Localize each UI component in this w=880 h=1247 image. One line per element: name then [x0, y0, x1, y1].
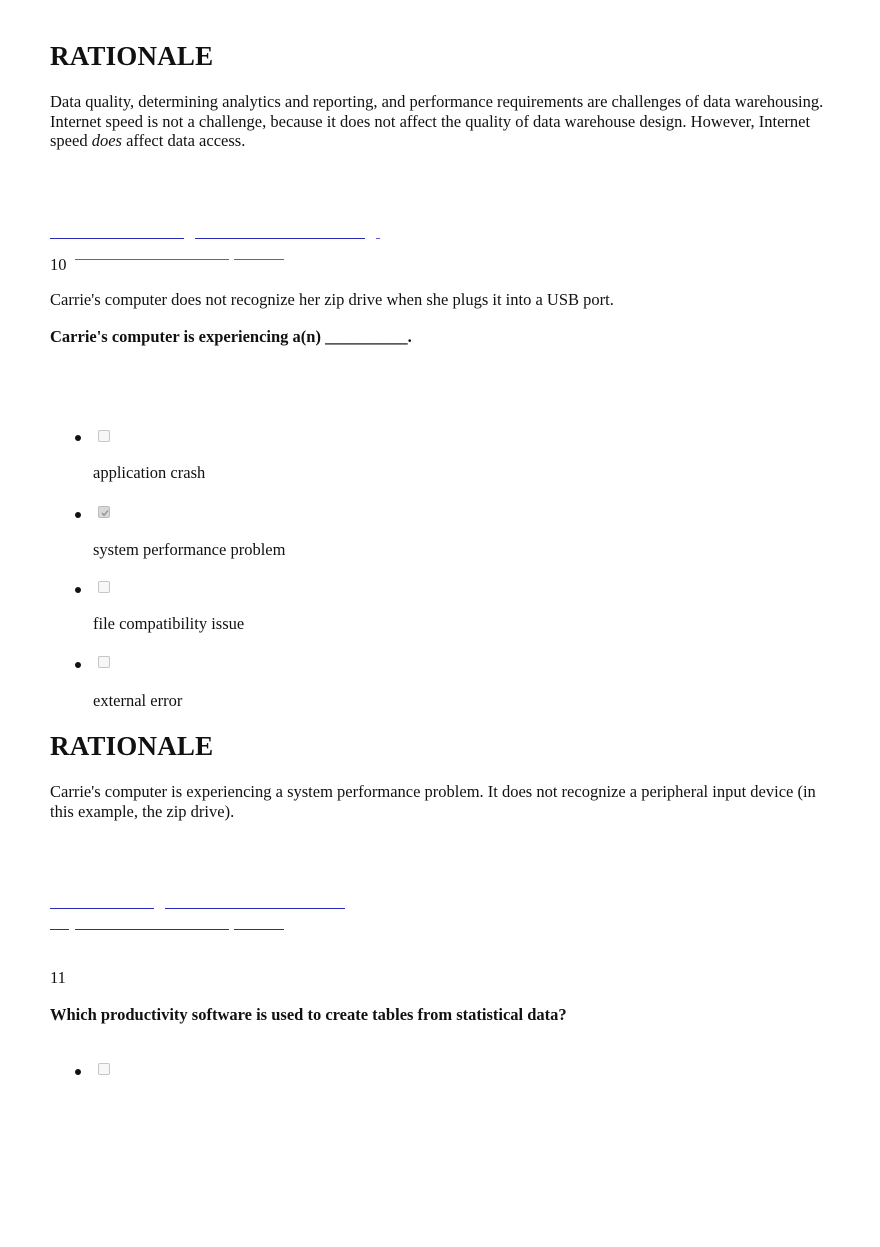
question-10-prompt: Carrie's computer does not recognize her zip drive when she plugs it into a USB port.	[50, 290, 614, 309]
rationale-heading-1: RATIONALE	[50, 41, 214, 71]
link-underline[interactable]	[50, 238, 184, 239]
link-underline[interactable]	[75, 929, 229, 930]
list-bullet	[75, 512, 81, 518]
list-bullet	[75, 662, 81, 668]
link-underline[interactable]	[75, 259, 229, 260]
option-label: system performance problem	[93, 540, 286, 559]
link-underline[interactable]	[165, 908, 345, 909]
rationale-text-1: Data quality, determining analytics and reporting, and performance requirements are challenges of data warehousing. Internet speed is not a challenge, because it does not affect the quality of data warehouse design. However, Internet speed does affect data access.	[50, 92, 824, 150]
question-11-stem: Which productivity software is used to create tables from statistical data?	[50, 1005, 567, 1024]
option-checkbox[interactable]	[98, 581, 110, 593]
list-bullet	[75, 435, 81, 441]
option-checkbox[interactable]	[98, 430, 110, 442]
option-checkbox[interactable]	[98, 656, 110, 668]
link-underline[interactable]	[234, 259, 284, 260]
emphasis-does: does	[91, 131, 122, 150]
link-underline[interactable]	[376, 238, 380, 239]
option-checkbox[interactable]	[98, 1063, 110, 1075]
link-underline[interactable]	[50, 908, 154, 909]
link-underline[interactable]	[50, 929, 69, 930]
question-number-10: 10	[50, 255, 67, 274]
option-label: external error	[93, 691, 183, 710]
question-number-11: 11	[50, 968, 66, 987]
rationale-heading-2: RATIONALE	[50, 731, 214, 761]
question-10-stem: Carrie's computer is experiencing a(n) __________.	[50, 327, 412, 346]
link-underline[interactable]	[234, 929, 284, 930]
checkmark-icon	[100, 508, 110, 518]
rationale-text-2: Carrie's computer is experiencing a system performance problem. It does not recognize a peripheral input device (in this example, the zip drive).	[50, 782, 816, 821]
option-label: application crash	[93, 463, 206, 482]
link-underline[interactable]	[195, 238, 365, 239]
list-bullet	[75, 587, 81, 593]
option-label: file compatibility issue	[93, 614, 245, 633]
option-checkbox-checked[interactable]	[98, 506, 110, 518]
list-bullet	[75, 1069, 81, 1075]
